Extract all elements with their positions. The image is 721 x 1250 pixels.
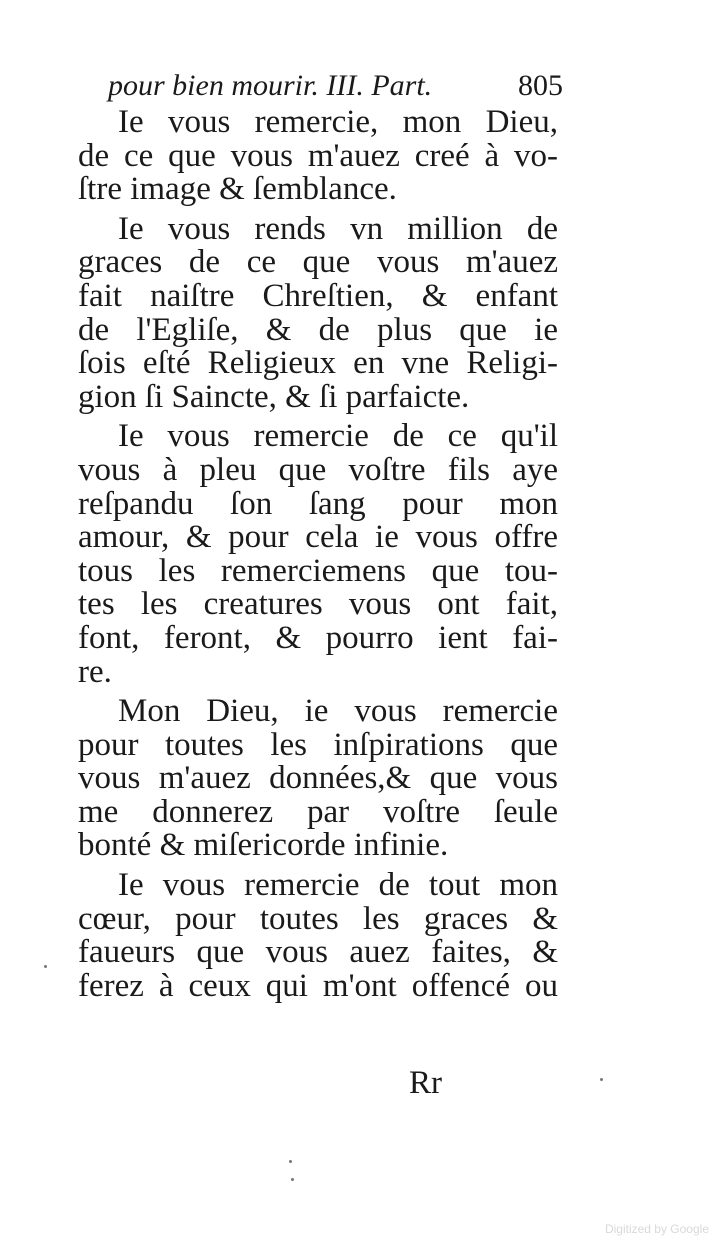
text-line: font, feront, & pourro ient fai- xyxy=(78,621,558,656)
text-line: fait naiſtre Chreſtien, & enfant xyxy=(78,279,558,314)
text-line: pour toutes les inſpirations que xyxy=(78,728,558,763)
text-line: tous les remerciemens que tou- xyxy=(78,554,558,589)
body-text xyxy=(78,106,558,1003)
text-line: vous m'auez données,& que vous xyxy=(78,762,558,796)
text-line: ferez à ceux qui m'ont offencé ou xyxy=(78,969,558,1004)
text-line: amour, & pour cela ie vous offre xyxy=(78,521,558,555)
signature-mark: Rr xyxy=(409,1065,442,1101)
text-line: reſpandu ſon ſang pour mon xyxy=(78,487,558,522)
text-line: Ie vous remercie, mon Dieu, xyxy=(118,106,558,140)
running-head xyxy=(108,66,563,106)
text-line: re. xyxy=(78,655,112,690)
text-line: ſtre image & ſemblance. xyxy=(78,173,397,207)
text-line: me donnerez par voſtre ſeule xyxy=(78,795,558,830)
text-line: Ie vous remercie de tout mon xyxy=(118,869,558,903)
text-line: cœur, pour toutes les graces & xyxy=(78,902,558,937)
text-line: tes les creatures vous ont fait, xyxy=(78,588,558,622)
text-line: de ce que vous m'auez creé à vo- xyxy=(78,139,558,174)
text-line: ſois eſté Religieux en vne Religi- xyxy=(78,347,558,381)
paper-speck xyxy=(600,1078,603,1081)
paper-speck xyxy=(44,965,47,968)
text-line: bonté & miſericorde infinie. xyxy=(78,829,449,864)
text-line: graces de ce que vous m'auez xyxy=(78,246,558,280)
text-line: faueurs que vous auez faites, & xyxy=(78,936,558,970)
running-head-title: pour bien mourir. III. Part. xyxy=(108,69,433,102)
digitization-watermark: Digitized by Google xyxy=(604,1222,709,1236)
paper-speck xyxy=(289,1160,292,1163)
text-line: gion ſi Saincte, & ſi parfaicte. xyxy=(78,380,470,415)
text-line: Ie vous rends vn million de xyxy=(118,212,558,247)
paper-speck xyxy=(291,1178,294,1181)
text-line: Ie vous remercie de ce qu'il xyxy=(118,420,558,454)
text-line: Mon Dieu, ie vous remercie xyxy=(118,695,558,729)
text-line: vous à pleu que voſtre fils aye xyxy=(78,453,558,488)
page-number: 805 xyxy=(518,69,563,102)
text-line: de l'Egliſe, & de plus que ie xyxy=(78,313,558,348)
